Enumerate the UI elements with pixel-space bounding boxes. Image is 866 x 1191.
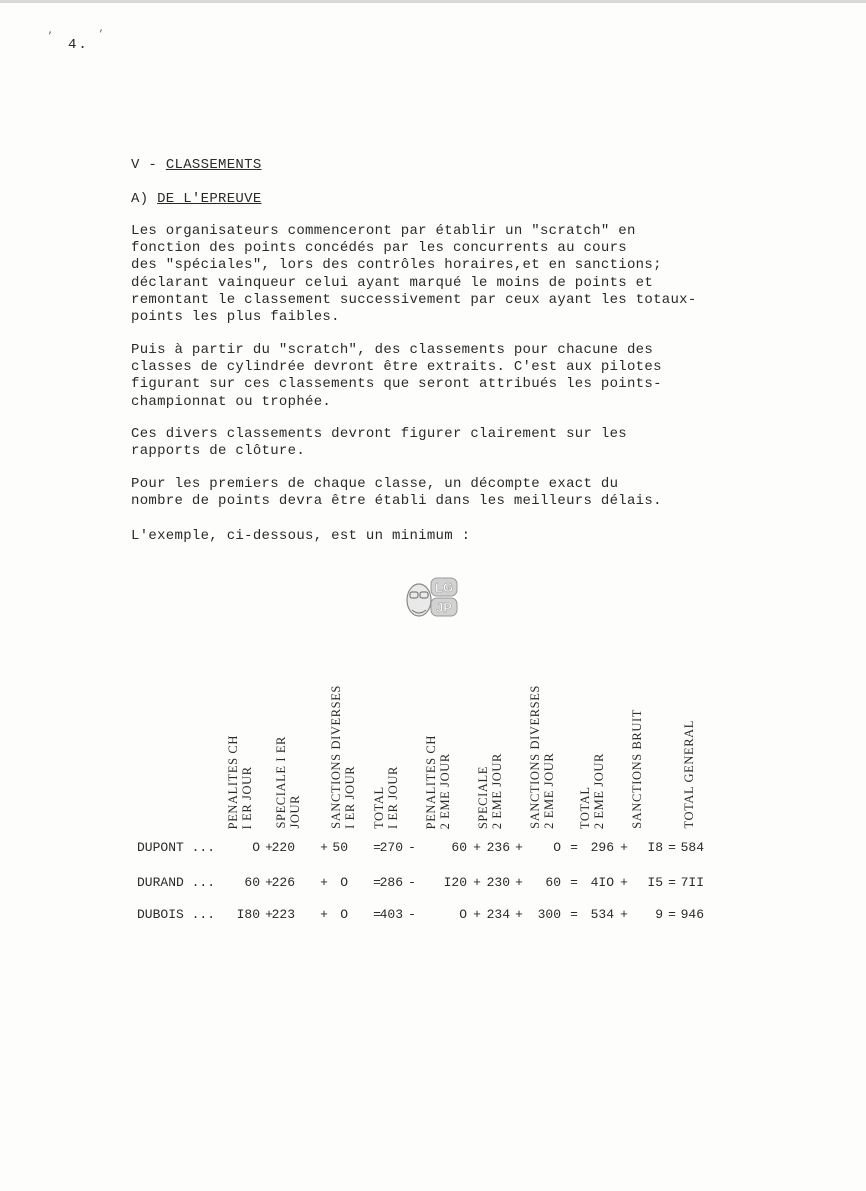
- operator: =: [570, 840, 578, 855]
- score-cell: 286: [379, 875, 403, 890]
- score-cell: 296: [590, 840, 614, 855]
- operator: -: [408, 875, 416, 890]
- score-cell: I8: [647, 840, 663, 855]
- score-cell: I80: [236, 907, 260, 922]
- competitor-name: DUBOIS ...: [137, 907, 216, 922]
- operator: =: [373, 840, 381, 855]
- score-cell: 946: [680, 907, 704, 922]
- operator: +: [320, 907, 328, 922]
- operator: +: [320, 875, 328, 890]
- paragraph-4-line: Pour les premiers de chaque classe, un décompte exact du: [131, 476, 619, 492]
- paragraph-1-line: remontant le classement successivement par ceux ayant les totaux-: [131, 291, 697, 308]
- operator: =: [668, 875, 676, 890]
- column-header: PENALITES CH 2 EME JOUR: [424, 734, 452, 829]
- svg-text:JP: JP: [436, 600, 452, 615]
- score-cell: 220: [271, 840, 295, 855]
- paragraph-4-line: nombre de points devra être établi dans les meilleurs délais.: [131, 493, 662, 510]
- operator: +: [515, 875, 523, 890]
- operator: =: [570, 907, 578, 922]
- operator: +: [473, 840, 481, 855]
- operator: +: [620, 907, 628, 922]
- operator: =: [668, 907, 676, 922]
- competitor-name: DURAND ...: [137, 875, 216, 890]
- scan-speck: ’: [98, 30, 105, 41]
- score-cell: O: [340, 875, 348, 890]
- score-cell: 300: [537, 907, 561, 922]
- score-cell: 223: [271, 907, 295, 922]
- scan-speck: ’: [47, 32, 54, 43]
- score-cell: 534: [590, 907, 614, 922]
- paragraph-1-line: fonction des points concédés par les concurrents au cours: [131, 240, 627, 257]
- score-cell: O: [252, 840, 260, 855]
- operator: =: [373, 907, 381, 922]
- operator: -: [408, 840, 416, 855]
- operator: +: [265, 875, 273, 890]
- operator: +: [620, 840, 628, 855]
- table-row: [137, 907, 737, 925]
- score-cell: 584: [680, 840, 704, 855]
- column-header: SANCTIONS BRUIT: [630, 709, 644, 829]
- section-title: V - CLASSEMENTS: [131, 157, 262, 173]
- column-header: SANCTIONS DIVERSES I ER JOUR: [329, 685, 357, 829]
- operator: +: [620, 875, 628, 890]
- score-cell: 60: [545, 875, 561, 890]
- score-cell: 60: [244, 875, 260, 890]
- paragraph-3-line: Ces divers classements devront figurer clairement sur les: [131, 426, 627, 442]
- score-cell: 60: [451, 840, 467, 855]
- paragraph-1-line: points les plus faibles.: [131, 309, 340, 325]
- paragraph-1-line: des "spéciales", lors des contrôles horaires,et en sanctions;: [131, 257, 662, 274]
- column-header: PENALITES CH I ER JOUR: [226, 734, 254, 829]
- score-cell: O: [553, 840, 561, 855]
- page-number: 4.: [68, 37, 89, 53]
- svg-text:LG: LG: [434, 580, 454, 595]
- paragraph-2-line: classes de cylindrée devront être extraits. C'est aux pilotes: [131, 359, 662, 376]
- score-cell: 226: [271, 875, 295, 890]
- operator: =: [373, 875, 381, 890]
- subsection-name: DE L'EPREUVE: [157, 191, 262, 207]
- operator: =: [570, 875, 578, 890]
- column-header: SANCTIONS DIVERSES 2 EME JOUR: [528, 685, 556, 829]
- score-cell: O: [340, 907, 348, 922]
- paragraph-1-line: Les organisateurs commenceront par établir un "scratch" en: [131, 223, 636, 239]
- operator: +: [473, 907, 481, 922]
- paragraph-1-line: déclarant vainqueur celui ayant marqué le moins de points et: [131, 274, 654, 291]
- score-cell: I5: [647, 875, 663, 890]
- operator: +: [320, 840, 328, 855]
- score-cell: 7II: [680, 875, 704, 890]
- score-cell: 270: [379, 840, 403, 855]
- table-row: [137, 875, 737, 893]
- paragraph-3-line: rapports de clôture.: [131, 443, 306, 460]
- scan-edge: [0, 0, 866, 3]
- score-cell: I20: [443, 875, 467, 890]
- subsection-title: A) DE L'EPREUVE: [131, 191, 262, 207]
- operator: +: [265, 907, 273, 922]
- operator: -: [408, 907, 416, 922]
- score-cell: 234: [486, 907, 510, 922]
- score-cell: 50: [332, 840, 348, 855]
- paragraph-2-line: Puis à partir du "scratch", des classements pour chacune des: [131, 342, 654, 358]
- lgjp-watermark-logo: [404, 572, 460, 622]
- score-cell: O: [459, 907, 467, 922]
- operator: =: [668, 840, 676, 855]
- score-cell: 4IO: [590, 875, 614, 890]
- operator: +: [265, 840, 273, 855]
- score-cell: 236: [486, 840, 510, 855]
- operator: +: [515, 840, 523, 855]
- column-header: TOTAL I ER JOUR: [372, 765, 400, 829]
- operator: +: [473, 875, 481, 890]
- column-header: TOTAL 2 EME JOUR: [578, 752, 606, 829]
- column-header: SPECIALE I ER JOUR: [274, 736, 302, 829]
- competitor-name: DUPONT ...: [137, 840, 216, 855]
- score-cell: 9: [655, 907, 663, 922]
- column-header: SPECIALE 2 EME JOUR: [476, 752, 504, 829]
- score-cell: 403: [379, 907, 403, 922]
- operator: +: [515, 907, 523, 922]
- paragraph-2-line: figurant sur ces classements que seront attribués les points-: [131, 376, 662, 393]
- paragraph-2-line: championnat ou trophée.: [131, 393, 332, 410]
- paragraph-5-line: L'exemple, ci-dessous, est un minimum :: [131, 528, 471, 544]
- column-header: TOTAL GENERAL: [682, 720, 696, 829]
- section-name: CLASSEMENTS: [165, 157, 262, 173]
- table-row: [137, 840, 737, 858]
- score-cell: 230: [486, 875, 510, 890]
